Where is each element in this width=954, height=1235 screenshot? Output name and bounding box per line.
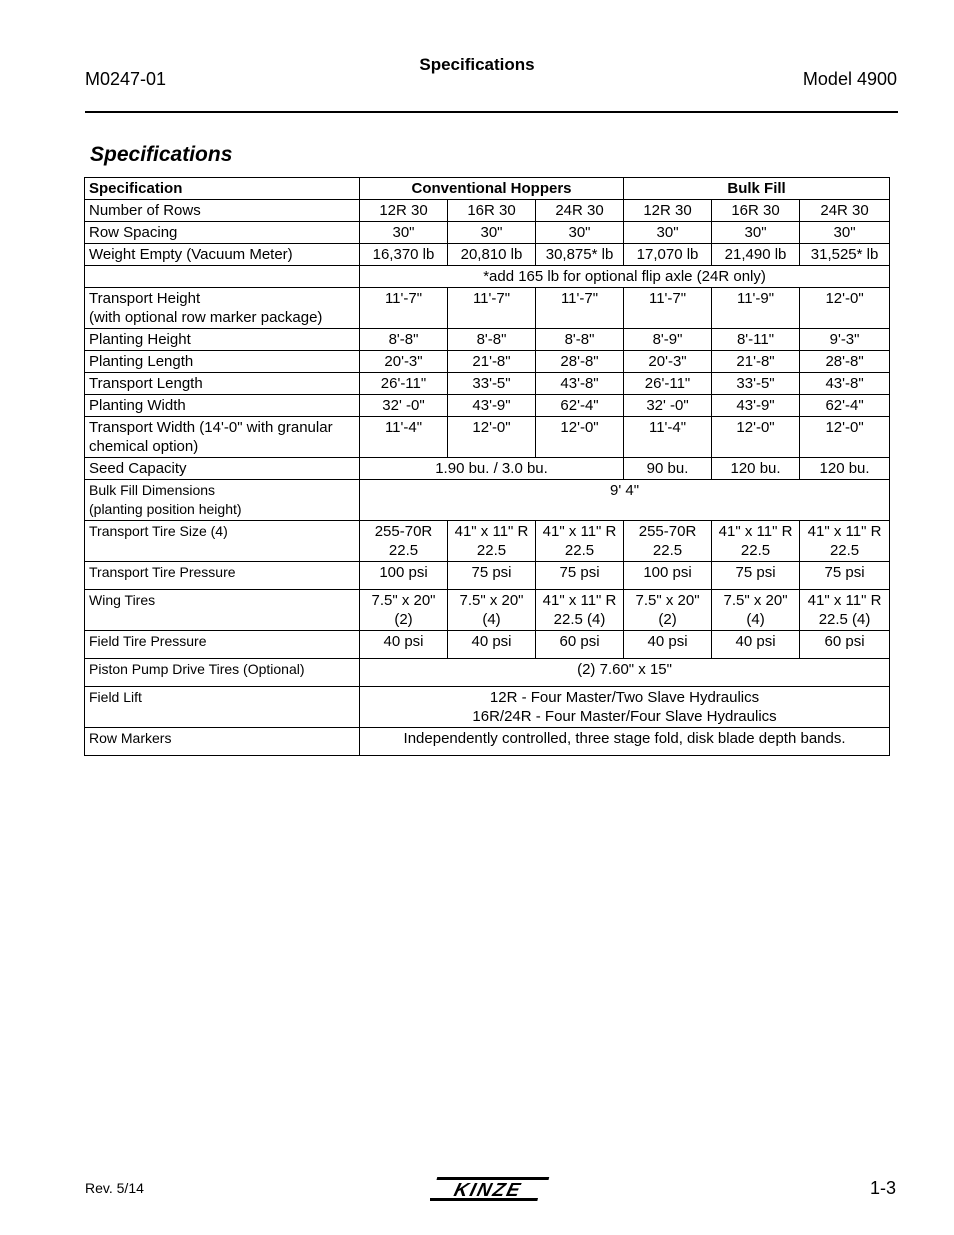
table-cell: 75 psi bbox=[448, 562, 536, 590]
table-cell bbox=[712, 590, 800, 631]
table-cell: 28'-8" bbox=[800, 351, 890, 373]
table-cell: 32' -0" bbox=[360, 395, 448, 417]
table-cell: 30" bbox=[800, 222, 890, 244]
cell-line: 41" x 11" R bbox=[542, 592, 617, 609]
row-label-line: Bulk Fill Dimensions bbox=[89, 482, 216, 498]
table-row bbox=[85, 458, 890, 480]
row-label: Planting Height bbox=[85, 329, 360, 351]
table-cell: 12'-0" bbox=[448, 417, 536, 458]
cell-line: (2) bbox=[658, 611, 677, 628]
table-cell: 12'-0" bbox=[800, 288, 890, 329]
table-cell: 40 psi bbox=[448, 631, 536, 659]
page-number: 1-3 bbox=[869, 1178, 896, 1198]
table-cell: 8'-8" bbox=[360, 329, 448, 351]
table-cell: 75 psi bbox=[712, 562, 800, 590]
table-cell: 26'-11" bbox=[360, 373, 448, 395]
row-label: Piston Pump Drive Tires (Optional) bbox=[85, 659, 360, 687]
table-cell: 1.90 bu. / 3.0 bu. bbox=[360, 458, 624, 480]
cell-line: (4) bbox=[482, 611, 501, 628]
table-row bbox=[85, 631, 890, 659]
header-rule bbox=[85, 111, 898, 113]
table-cell: 30" bbox=[360, 222, 448, 244]
table-cell bbox=[712, 521, 800, 562]
row-label-line: (planting position height) bbox=[89, 501, 242, 517]
table-cell: 120 bu. bbox=[712, 458, 800, 480]
table-cell: 21'-8" bbox=[448, 351, 536, 373]
cell-line: 22.5 bbox=[564, 542, 595, 559]
table-cell bbox=[800, 590, 890, 631]
table-cell bbox=[448, 521, 536, 562]
table-row bbox=[85, 288, 890, 329]
table-cell: 11'-4" bbox=[624, 417, 712, 458]
row-label: Number of Rows bbox=[85, 200, 360, 222]
table-row bbox=[85, 562, 890, 590]
row-label-line: (with optional row marker package) bbox=[89, 309, 323, 326]
table-cell bbox=[624, 590, 712, 631]
table-cell: 33'-5" bbox=[712, 373, 800, 395]
table-cell: (2) 7.60" x 15" bbox=[360, 659, 890, 687]
table-cell: 30" bbox=[712, 222, 800, 244]
page-title: Specifications bbox=[90, 143, 233, 166]
table-cell bbox=[360, 590, 448, 631]
table-cell: 16R 30 bbox=[448, 200, 536, 222]
cell-line: 255-70R bbox=[374, 523, 433, 540]
table-cell: 24R 30 bbox=[800, 200, 890, 222]
table-cell: 8'-11" bbox=[712, 329, 800, 351]
row-label bbox=[85, 288, 360, 329]
table-cell: 28'-8" bbox=[536, 351, 624, 373]
footer-revision: Rev. 5/14 bbox=[85, 1180, 144, 1196]
table-cell: 21,490 lb bbox=[712, 244, 800, 266]
table-row bbox=[85, 659, 890, 687]
cell-line: 255-70R bbox=[638, 523, 697, 540]
table-cell bbox=[360, 521, 448, 562]
header-model: Model 4900 bbox=[802, 69, 897, 89]
table-row bbox=[85, 200, 890, 222]
table-row bbox=[85, 728, 890, 756]
row-label: Planting Width bbox=[85, 395, 360, 417]
table-cell: 43'-9" bbox=[448, 395, 536, 417]
table-cell bbox=[448, 590, 536, 631]
table-cell bbox=[624, 521, 712, 562]
table-cell: 11'-7" bbox=[448, 288, 536, 329]
row-label: Transport Length bbox=[85, 373, 360, 395]
table-cell: 30" bbox=[624, 222, 712, 244]
table-cell: 62'-4" bbox=[536, 395, 624, 417]
table-cell: 20'-3" bbox=[624, 351, 712, 373]
table-cell: 9' 4" bbox=[360, 480, 890, 521]
table-cell: 12R 30 bbox=[624, 200, 712, 222]
cell-line: (2) bbox=[394, 611, 413, 628]
table-row bbox=[85, 590, 890, 631]
table-row bbox=[85, 417, 890, 458]
table-cell bbox=[360, 687, 890, 728]
table-cell: 62'-4" bbox=[800, 395, 890, 417]
cell-line: 7.5" x 20" bbox=[723, 592, 788, 609]
cell-line: 22.5 bbox=[829, 542, 860, 559]
empty-cell bbox=[85, 266, 360, 288]
table-row bbox=[85, 373, 890, 395]
table-cell: 16,370 lb bbox=[360, 244, 448, 266]
table-cell: 11'-7" bbox=[360, 288, 448, 329]
table-cell: 43'-9" bbox=[712, 395, 800, 417]
row-label: Field Lift bbox=[85, 687, 360, 728]
table-cell: 11'-4" bbox=[360, 417, 448, 458]
table-cell: 60 psi bbox=[800, 631, 890, 659]
cell-line: 41" x 11" R bbox=[807, 523, 882, 540]
table-row bbox=[85, 351, 890, 373]
cell-line: 22.5 bbox=[652, 542, 683, 559]
table-cell: 21'-8" bbox=[712, 351, 800, 373]
table-cell: 40 psi bbox=[360, 631, 448, 659]
table-cell: 75 psi bbox=[800, 562, 890, 590]
table-cell: 31,525* lb bbox=[800, 244, 890, 266]
table-cell: 32' -0" bbox=[624, 395, 712, 417]
column-header-specification: Specification bbox=[85, 178, 360, 200]
table-cell: 100 psi bbox=[624, 562, 712, 590]
column-header-bulk-fill: Bulk Fill bbox=[624, 178, 890, 200]
table-cell: Independently controlled, three stage fold, disk blade depth bands. bbox=[360, 728, 890, 756]
table-cell: 8'-8" bbox=[448, 329, 536, 351]
weight-footnote: *add 165 lb for optional flip axle (24R only) bbox=[360, 266, 890, 288]
table-cell: 100 psi bbox=[360, 562, 448, 590]
table-cell: 30,875* lb bbox=[536, 244, 624, 266]
table-row bbox=[85, 480, 890, 521]
row-label: Weight Empty (Vacuum Meter) bbox=[85, 244, 360, 266]
table-cell: 11'-7" bbox=[536, 288, 624, 329]
cell-line: 22.5 (4) bbox=[553, 611, 606, 628]
table-cell: 40 psi bbox=[712, 631, 800, 659]
kinze-logo bbox=[430, 1174, 550, 1204]
table-row bbox=[85, 244, 890, 266]
table-cell: 12'-0" bbox=[712, 417, 800, 458]
table-cell: 33'-5" bbox=[448, 373, 536, 395]
row-label: Transport Tire Pressure bbox=[85, 562, 360, 590]
table-cell: 12'-0" bbox=[800, 417, 890, 458]
table-row bbox=[85, 329, 890, 351]
table-cell: 60 psi bbox=[536, 631, 624, 659]
cell-line: 7.5" x 20" bbox=[371, 592, 436, 609]
table-cell: 30" bbox=[448, 222, 536, 244]
cell-line: 12R - Four Master/Two Slave Hydraulics bbox=[489, 689, 760, 706]
table-cell: 12R 30 bbox=[360, 200, 448, 222]
table-cell bbox=[536, 521, 624, 562]
table-cell: 8'-9" bbox=[624, 329, 712, 351]
row-label: Transport Width (14'-0" with granular chemical option) bbox=[85, 417, 360, 458]
cell-line: 22.5 (4) bbox=[818, 611, 871, 628]
row-label: Field Tire Pressure bbox=[85, 631, 360, 659]
cell-line: 41" x 11" R bbox=[542, 523, 617, 540]
table-cell: 30" bbox=[536, 222, 624, 244]
row-label: Transport Tire Size (4) bbox=[85, 521, 360, 562]
logo-wordmark: KINZE bbox=[451, 1180, 524, 1201]
cell-line: 22.5 bbox=[388, 542, 419, 559]
table-row bbox=[85, 687, 890, 728]
row-label: Wing Tires bbox=[85, 590, 360, 631]
table-cell: 16R 30 bbox=[712, 200, 800, 222]
table-header-row bbox=[85, 178, 890, 200]
table-cell bbox=[536, 590, 624, 631]
row-label: Row Spacing bbox=[85, 222, 360, 244]
table-cell: 11'-7" bbox=[624, 288, 712, 329]
specifications-table bbox=[84, 177, 890, 756]
table-cell: 120 bu. bbox=[800, 458, 890, 480]
table-cell: 20,810 lb bbox=[448, 244, 536, 266]
cell-line: 22.5 bbox=[476, 542, 507, 559]
cell-line: 7.5" x 20" bbox=[635, 592, 700, 609]
row-label-line: Transport Height bbox=[89, 290, 201, 307]
cell-line: 22.5 bbox=[740, 542, 771, 559]
cell-line: 41" x 11" R bbox=[718, 523, 793, 540]
table-cell: 43'-8" bbox=[800, 373, 890, 395]
row-label: Seed Capacity bbox=[85, 458, 360, 480]
table-cell: 9'-3" bbox=[800, 329, 890, 351]
header-section-title: Specifications bbox=[419, 55, 535, 74]
row-label: Row Markers bbox=[85, 728, 360, 756]
table-cell: 43'-8" bbox=[536, 373, 624, 395]
table-cell: 12'-0" bbox=[536, 417, 624, 458]
cell-line: 16R/24R - Four Master/Four Slave Hydraulics bbox=[472, 708, 777, 725]
row-label: Planting Length bbox=[85, 351, 360, 373]
cell-line: 7.5" x 20" bbox=[459, 592, 524, 609]
table-cell: 40 psi bbox=[624, 631, 712, 659]
table-cell: 75 psi bbox=[536, 562, 624, 590]
table-cell: 17,070 lb bbox=[624, 244, 712, 266]
table-cell: 26'-11" bbox=[624, 373, 712, 395]
column-header-conventional-hoppers: Conventional Hoppers bbox=[360, 178, 624, 200]
table-row bbox=[85, 222, 890, 244]
table-row bbox=[85, 395, 890, 417]
cell-line: 41" x 11" R bbox=[454, 523, 529, 540]
table-cell: 11'-9" bbox=[712, 288, 800, 329]
table-cell: 90 bu. bbox=[624, 458, 712, 480]
cell-line: 41" x 11" R bbox=[807, 592, 882, 609]
table-cell: 24R 30 bbox=[536, 200, 624, 222]
cell-line: (4) bbox=[746, 611, 765, 628]
table-cell: 20'-3" bbox=[360, 351, 448, 373]
table-row bbox=[85, 521, 890, 562]
table-cell bbox=[800, 521, 890, 562]
header-doc-number: M0247-01 bbox=[85, 69, 167, 89]
table-cell: 8'-8" bbox=[536, 329, 624, 351]
row-label bbox=[85, 480, 360, 521]
table-row bbox=[85, 266, 890, 288]
